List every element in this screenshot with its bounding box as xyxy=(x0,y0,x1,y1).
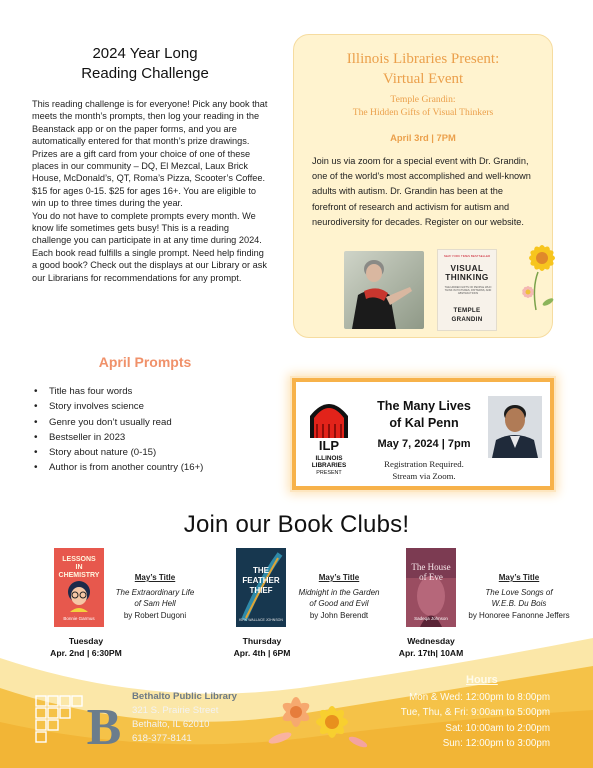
book-club-info xyxy=(284,572,394,621)
kal-penn-note-line1: Registration Required. xyxy=(384,459,464,469)
event-date: April 3rd | 7PM xyxy=(390,132,456,143)
book-cover-author xyxy=(438,306,496,324)
event-heading-line2: Virtual Event xyxy=(382,71,464,87)
hours-heading: Hours xyxy=(466,674,498,686)
lessons-in-chemistry-cover xyxy=(54,548,104,627)
illinois-libraries-present-logo xyxy=(304,394,354,480)
challenge-title xyxy=(50,44,240,84)
club-book-author: by Robert Dugoni xyxy=(123,610,187,620)
library-logo-letter: B xyxy=(86,699,122,752)
cover-author: Bonnie Garmus xyxy=(63,616,95,621)
club-next-label: May’s Title xyxy=(134,573,176,582)
book-club-info xyxy=(100,572,210,621)
book-clubs-heading: Join our Book Clubs! xyxy=(183,511,410,538)
prompt-item: • Story involves science xyxy=(32,399,272,414)
prompt-item: • Story about nature (0-15) xyxy=(32,445,272,460)
cover-illustration xyxy=(64,578,94,612)
prompt-item: • Genre you don’t usually read xyxy=(32,415,272,430)
april-prompts-heading: April Prompts xyxy=(98,354,192,370)
hours-line: Tue, Thu, & Fri: 9:00am to 5:00pm xyxy=(400,707,550,719)
club-book-title-line2: of Good and Evil xyxy=(309,599,369,609)
ilp-logo-line1: ILLINOIS xyxy=(315,455,343,462)
challenge-paragraph: Each book read fulfills a single prompt. Need help finding a good book? Check out the displays at our Library or ask our Librarians for recommendations for any prompt. xyxy=(32,247,267,283)
event-speaker: Temple Grandin: xyxy=(390,94,456,105)
ilp-logo-line2: LIBRARIES xyxy=(311,462,347,469)
kal-penn-photo xyxy=(488,396,542,458)
cover-title: The House of Eve xyxy=(411,562,451,582)
prompt-item: • Title has four words xyxy=(32,384,272,399)
club-next-label: May’s Title xyxy=(318,573,360,582)
club-day: Tuesday xyxy=(68,636,104,646)
feather-thief-cover xyxy=(236,548,286,627)
kal-penn-title-line2: of Kal Penn xyxy=(389,416,459,430)
challenge-title-line2: Reading Challenge xyxy=(81,65,209,82)
cover-author: Sadeqa Johnson xyxy=(414,616,448,621)
visual-thinking-book-cover xyxy=(437,249,497,331)
kal-penn-note xyxy=(362,459,486,482)
library-city: Bethalto, IL 62010 xyxy=(132,719,210,730)
club-time: Apr. 17th| 10AM xyxy=(398,647,464,658)
challenge-title-line1: 2024 Year Long xyxy=(92,45,198,62)
club-time: Apr. 2nd | 6:30PM xyxy=(50,647,122,658)
book-cover-subtitle: THE HIDDEN GIFTS OF PEOPLE WHO THINK IN PICTURES, PATTERNS, AND ABSTRACTIONS xyxy=(444,286,492,295)
club-day: Thursday xyxy=(242,636,282,646)
flower-decoration xyxy=(266,686,370,756)
hours-line: Sun: 12:00pm to 3:00pm xyxy=(442,738,550,750)
prompt-item: • Author is from another country (16+) xyxy=(32,460,272,475)
library-name: Bethalto Public Library xyxy=(132,691,238,702)
library-phone: 618-377-8141 xyxy=(132,733,192,744)
temple-grandin-photo xyxy=(344,251,424,329)
challenge-paragraph: This reading challenge is for everyone! Pick any book that meets the month’s prompts, then log your reading in the Beanstack app or on the paper forms, and you are automatically entered for that month’s prize drawings. Prizes are a gift card from your choice of one of these places in our community – DQ, El Mezcal, Laux Brick House, McDonald’s, QT, Roma’s Pizza, Scooter’s Coffee. $15 for ages 0-15. $25 for ages 16+. You are eligible to win up to three times during the year. xyxy=(32,99,268,209)
prompt-item: • Bestseller in 2023 xyxy=(32,430,272,445)
club-time: Apr. 4th | 6PM xyxy=(233,647,291,658)
book-cover-title xyxy=(438,264,496,282)
challenge-paragraph: You do not have to complete prompts every month. We know life sometimes gets busy! This is a reading challenge you can participate in at any time during 2024. xyxy=(32,210,262,246)
book-cover-author-line2: GRANDIN xyxy=(451,316,483,323)
kal-penn-note-line2: Stream via Zoom. xyxy=(392,470,456,481)
hours-line: Mon & Wed: 12:00pm to 8:00pm xyxy=(409,692,550,703)
event-subtitle xyxy=(294,93,552,119)
hours-list xyxy=(380,690,550,752)
event-heading-line1: Illinois Libraries Present: xyxy=(346,51,500,67)
club-book-title-line1: The Love Songs of xyxy=(485,588,553,598)
april-prompt-list xyxy=(32,384,272,476)
house-of-eve-cover xyxy=(406,548,456,627)
club-day: Wednesday xyxy=(407,636,455,646)
club-book-author: by Honoree Fanonne Jeffers xyxy=(468,610,570,620)
flower-decoration xyxy=(508,232,570,312)
club-book-title-line2: of Sam Hell xyxy=(134,599,176,609)
event-description: Join us via zoom for a special event with Dr. Grandin, one of the world’s most accomplished and well-known adults with autism. Dr. Grandin has been at the forefront of research and activism for autism and neurodiversity for decades. Register on our website. xyxy=(312,156,531,227)
book-cover-author-line1: TEMPLE xyxy=(453,307,481,314)
kal-penn-event-box xyxy=(292,378,554,490)
ilp-logo-line3: PRESENT xyxy=(316,470,342,476)
bethalto-library-logo xyxy=(34,692,126,752)
hours-line: Sat: 10:00am to 2:00pm xyxy=(445,722,550,734)
book-bestseller-tag: NEW YORK TIMES BESTSELLER xyxy=(443,254,491,258)
ilp-logo-letters: ILP xyxy=(318,438,340,453)
kal-penn-title-line1: The Many Lives xyxy=(377,399,471,413)
book-cover-title-line2: THINKING xyxy=(445,273,489,282)
cover-title: LESSONS IN CHEMISTRY xyxy=(58,556,100,579)
club-book-title-line1: Midnight in the Garden xyxy=(298,588,380,598)
cover-author: KIRK WALLACE JOHNSON xyxy=(239,618,283,622)
library-street: 321 S. Prairie Street xyxy=(132,705,219,716)
cover-title: THE FEATHER THIEF xyxy=(242,566,280,595)
club-book-author: by John Berendt xyxy=(309,610,369,620)
event-talk-title: The Hidden Gifts of Visual Thinkers xyxy=(352,107,494,118)
book-club-info xyxy=(455,572,583,621)
club-book-title-line2: W.E.B. Du Bois xyxy=(491,599,547,609)
book-cover-title-line1: VISUAL xyxy=(450,264,484,273)
club-next-label: May’s Title xyxy=(498,573,540,582)
kal-penn-title xyxy=(362,398,486,432)
kal-penn-date: May 7, 2024 | 7pm xyxy=(377,438,471,450)
club-book-title-line1: The Extraordinary Life xyxy=(115,588,195,598)
event-heading xyxy=(294,49,552,89)
challenge-description xyxy=(32,98,270,284)
